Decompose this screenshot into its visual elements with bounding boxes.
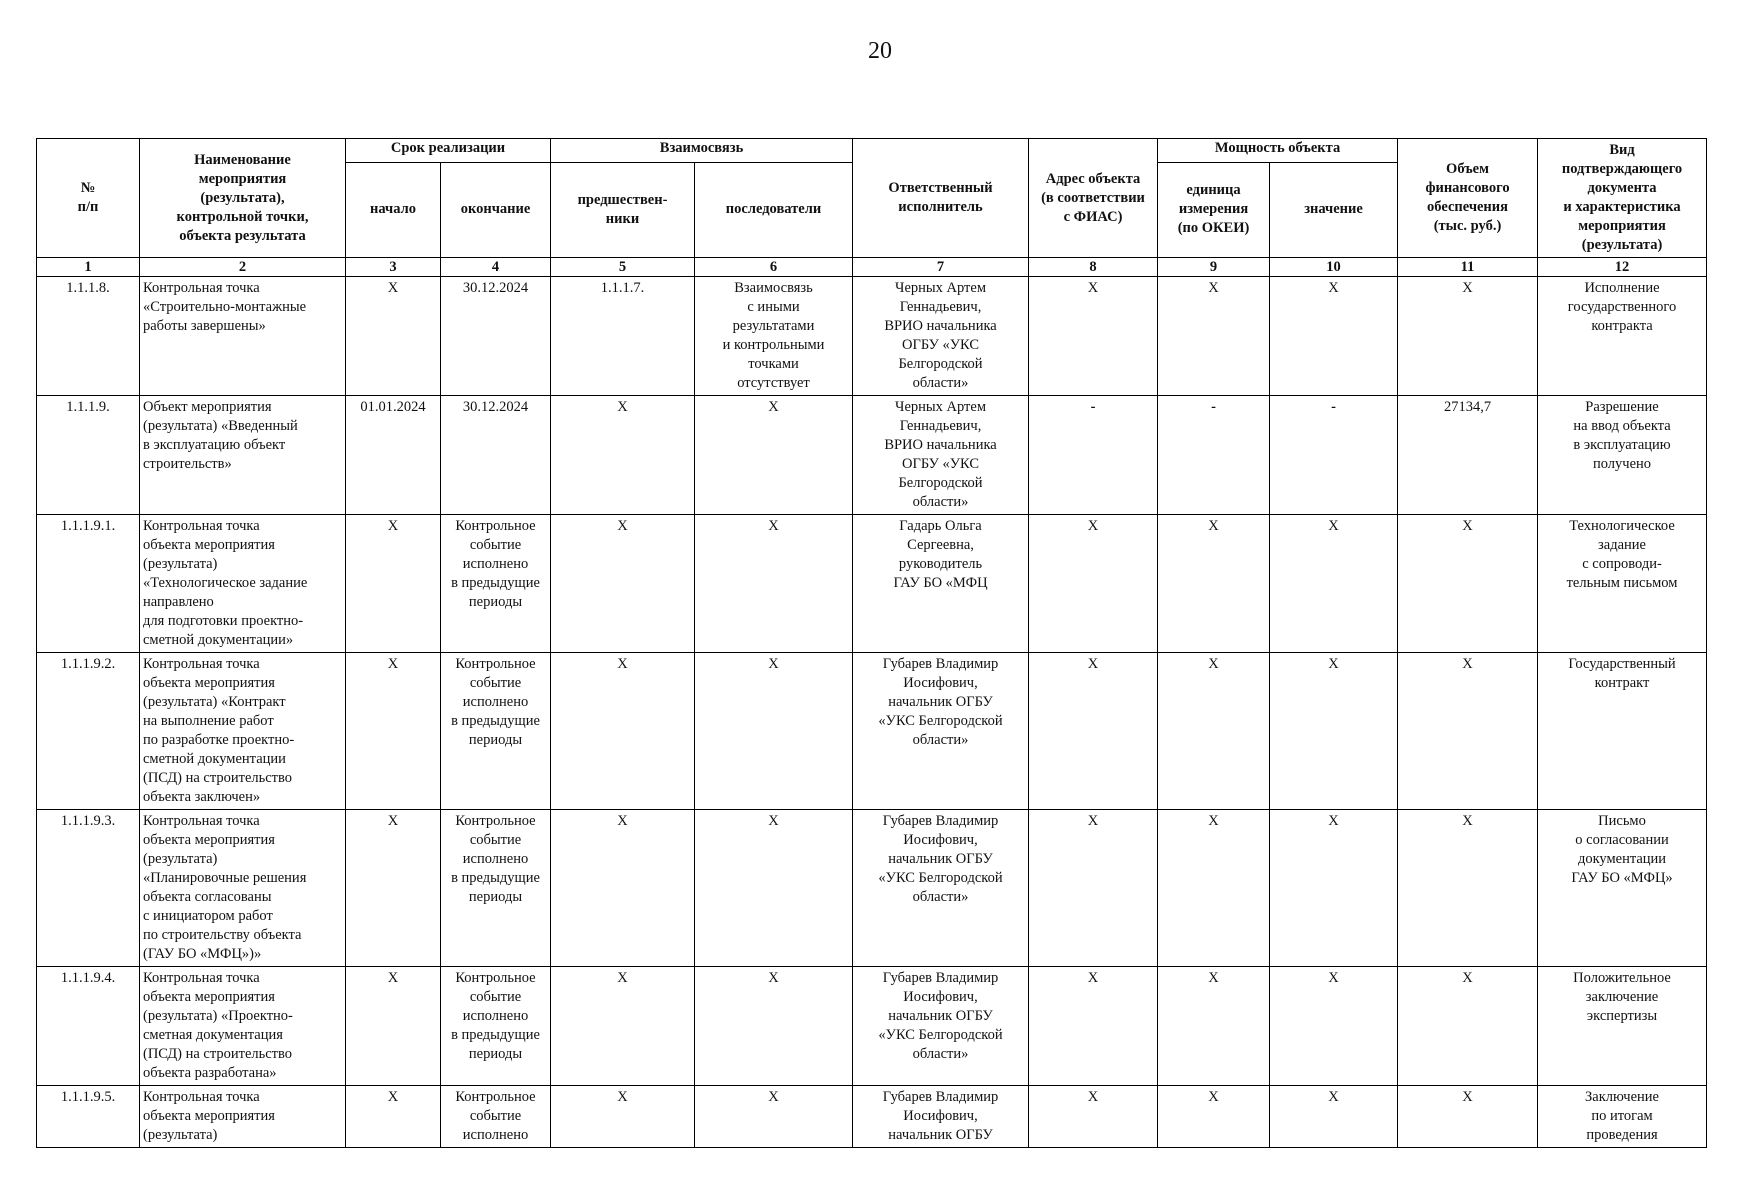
row-end: Контрольное событие исполнено в предыдущие периоды	[441, 515, 551, 653]
row-successors: Х	[695, 810, 853, 967]
row-value: Х	[1270, 277, 1398, 396]
column-number: 1	[37, 258, 140, 277]
row-end: Контрольное событие исполнено в предыдущие периоды	[441, 653, 551, 810]
column-number: 12	[1538, 258, 1707, 277]
row-name: Контрольная точка объекта мероприятия (результата) «Планировочные решения объекта согласованы с инициатором работ по строительству объекта (ГАУ БО «МФЦ»)»	[140, 810, 346, 967]
row-predecessors: Х	[551, 653, 695, 810]
header-num: № п/п	[37, 139, 140, 258]
row-doc: Заключение по итогам проведения	[1538, 1086, 1707, 1148]
row-successors: Х	[695, 396, 853, 515]
column-number: 5	[551, 258, 695, 277]
row-doc: Положительное заключение экспертизы	[1538, 967, 1707, 1086]
header-predecessors: предшествен- ники	[551, 162, 695, 257]
header-row-top	[37, 139, 1707, 163]
column-number: 7	[853, 258, 1029, 277]
row-value: Х	[1270, 810, 1398, 967]
row-predecessors: Х	[551, 967, 695, 1086]
header-address: Адрес объекта (в соответствии с ФИАС)	[1029, 139, 1158, 258]
header-successors: последователи	[695, 162, 853, 257]
row-predecessors: Х	[551, 1086, 695, 1148]
row-doc: Разрешение на ввод объекта в эксплуатацию получено	[1538, 396, 1707, 515]
row-address: -	[1029, 396, 1158, 515]
row-value: -	[1270, 396, 1398, 515]
row-unit: Х	[1158, 277, 1270, 396]
header-period-start: начало	[346, 162, 441, 257]
row-value: Х	[1270, 1086, 1398, 1148]
header-period-end: окончание	[441, 162, 551, 257]
row-start: 01.01.2024	[346, 396, 441, 515]
row-address: Х	[1029, 1086, 1158, 1148]
row-name: Контрольная точка объекта мероприятия (результата) «Проектно- сметная документация (ПСД) на строительство объекта разработана»	[140, 967, 346, 1086]
row-end: Контрольное событие исполнено в предыдущие периоды	[441, 810, 551, 967]
row-finance: Х	[1398, 515, 1538, 653]
row-unit: Х	[1158, 653, 1270, 810]
row-name: Объект мероприятия (результата) «Введенный в эксплуатацию объект строительств»	[140, 396, 346, 515]
header-period: Срок реализации	[346, 139, 551, 163]
row-unit: Х	[1158, 810, 1270, 967]
column-number: 9	[1158, 258, 1270, 277]
row-finance: Х	[1398, 967, 1538, 1086]
row-name: Контрольная точка объекта мероприятия (результата)	[140, 1086, 346, 1148]
row-responsible: Губарев Владимир Иосифович, начальник ОГБУ «УКС Белгородской области»	[853, 967, 1029, 1086]
row-predecessors: Х	[551, 810, 695, 967]
row-doc: Государственный контракт	[1538, 653, 1707, 810]
row-name: Контрольная точка «Строительно-монтажные работы завершены»	[140, 277, 346, 396]
row-successors: Х	[695, 967, 853, 1086]
table-row	[37, 810, 1707, 967]
row-start: Х	[346, 967, 441, 1086]
row-number: 1.1.1.9.5.	[37, 1086, 140, 1148]
row-name: Контрольная точка объекта мероприятия (результата) «Технологическое задание направлено для подготовки проектно- сметной документации»	[140, 515, 346, 653]
column-number: 4	[441, 258, 551, 277]
row-responsible: Губарев Владимир Иосифович, начальник ОГБУ «УКС Белгородской области»	[853, 810, 1029, 967]
row-finance: Х	[1398, 277, 1538, 396]
row-predecessors: 1.1.1.7.	[551, 277, 695, 396]
header-value: значение	[1270, 162, 1398, 257]
row-address: Х	[1029, 277, 1158, 396]
header-finance: Объем финансового обеспечения (тыс. руб.)	[1398, 139, 1538, 258]
table-row	[37, 1086, 1707, 1148]
header-responsible: Ответственный исполнитель	[853, 139, 1029, 258]
row-start: Х	[346, 810, 441, 967]
row-unit: -	[1158, 396, 1270, 515]
row-finance: Х	[1398, 653, 1538, 810]
row-end: 30.12.2024	[441, 277, 551, 396]
row-value: Х	[1270, 515, 1398, 653]
row-finance: Х	[1398, 1086, 1538, 1148]
row-responsible: Губарев Владимир Иосифович, начальник ОГБУ	[853, 1086, 1029, 1148]
row-end: Контрольное событие исполнено	[441, 1086, 551, 1148]
table-row	[37, 653, 1707, 810]
column-number: 6	[695, 258, 853, 277]
column-number: 3	[346, 258, 441, 277]
row-start: Х	[346, 515, 441, 653]
table-row	[37, 515, 1707, 653]
row-unit: Х	[1158, 1086, 1270, 1148]
row-successors: Х	[695, 653, 853, 810]
row-doc: Письмо о согласовании документации ГАУ БО «МФЦ»	[1538, 810, 1707, 967]
table-row	[37, 967, 1707, 1086]
column-number: 2	[140, 258, 346, 277]
events-table	[36, 138, 1707, 1148]
row-responsible: Черных Артем Геннадьевич, ВРИО начальника ОГБУ «УКС Белгородской области»	[853, 396, 1029, 515]
row-responsible: Гадарь Ольга Сергеевна, руководитель ГАУ БО «МФЦ	[853, 515, 1029, 653]
row-unit: Х	[1158, 515, 1270, 653]
row-responsible: Губарев Владимир Иосифович, начальник ОГБУ «УКС Белгородской области»	[853, 653, 1029, 810]
row-address: Х	[1029, 810, 1158, 967]
row-number: 1.1.1.9.4.	[37, 967, 140, 1086]
row-number: 1.1.1.8.	[37, 277, 140, 396]
row-start: Х	[346, 277, 441, 396]
row-predecessors: Х	[551, 515, 695, 653]
table-row	[37, 396, 1707, 515]
header-unit: единица измерения (по ОКЕИ)	[1158, 162, 1270, 257]
row-finance: Х	[1398, 810, 1538, 967]
row-unit: Х	[1158, 967, 1270, 1086]
row-predecessors: Х	[551, 396, 695, 515]
table-row	[37, 277, 1707, 396]
row-address: Х	[1029, 967, 1158, 1086]
row-end: 30.12.2024	[441, 396, 551, 515]
row-number: 1.1.1.9.2.	[37, 653, 140, 810]
page-number: 20	[868, 38, 892, 64]
header-relation: Взаимосвязь	[551, 139, 853, 163]
row-doc: Технологическое задание с сопроводи- тельным письмом	[1538, 515, 1707, 653]
row-number: 1.1.1.9.3.	[37, 810, 140, 967]
row-successors: Взаимосвязь с иными результатами и контрольными точками отсутствует	[695, 277, 853, 396]
header-row-numbers	[37, 258, 1707, 277]
row-start: Х	[346, 653, 441, 810]
row-number: 1.1.1.9.	[37, 396, 140, 515]
header-name: Наименование мероприятия (результата), контрольной точки, объекта результата	[140, 139, 346, 258]
column-number: 8	[1029, 258, 1158, 277]
column-number: 10	[1270, 258, 1398, 277]
row-start: Х	[346, 1086, 441, 1148]
row-doc: Исполнение государственного контракта	[1538, 277, 1707, 396]
row-value: Х	[1270, 967, 1398, 1086]
header-capacity: Мощность объекта	[1158, 139, 1398, 163]
row-successors: Х	[695, 515, 853, 653]
row-value: Х	[1270, 653, 1398, 810]
row-end: Контрольное событие исполнено в предыдущие периоды	[441, 967, 551, 1086]
row-responsible: Черных Артем Геннадьевич, ВРИО начальника ОГБУ «УКС Белгородской области»	[853, 277, 1029, 396]
row-name: Контрольная точка объекта мероприятия (результата) «Контракт на выполнение работ по разработке проектно- сметной документации (ПСД) на строительство объекта заключен»	[140, 653, 346, 810]
column-number: 11	[1398, 258, 1538, 277]
row-successors: Х	[695, 1086, 853, 1148]
row-finance: 27134,7	[1398, 396, 1538, 515]
header-doc-type: Вид подтверждающего документа и характеристика мероприятия (результата)	[1538, 139, 1707, 258]
row-address: Х	[1029, 653, 1158, 810]
row-number: 1.1.1.9.1.	[37, 515, 140, 653]
row-address: Х	[1029, 515, 1158, 653]
